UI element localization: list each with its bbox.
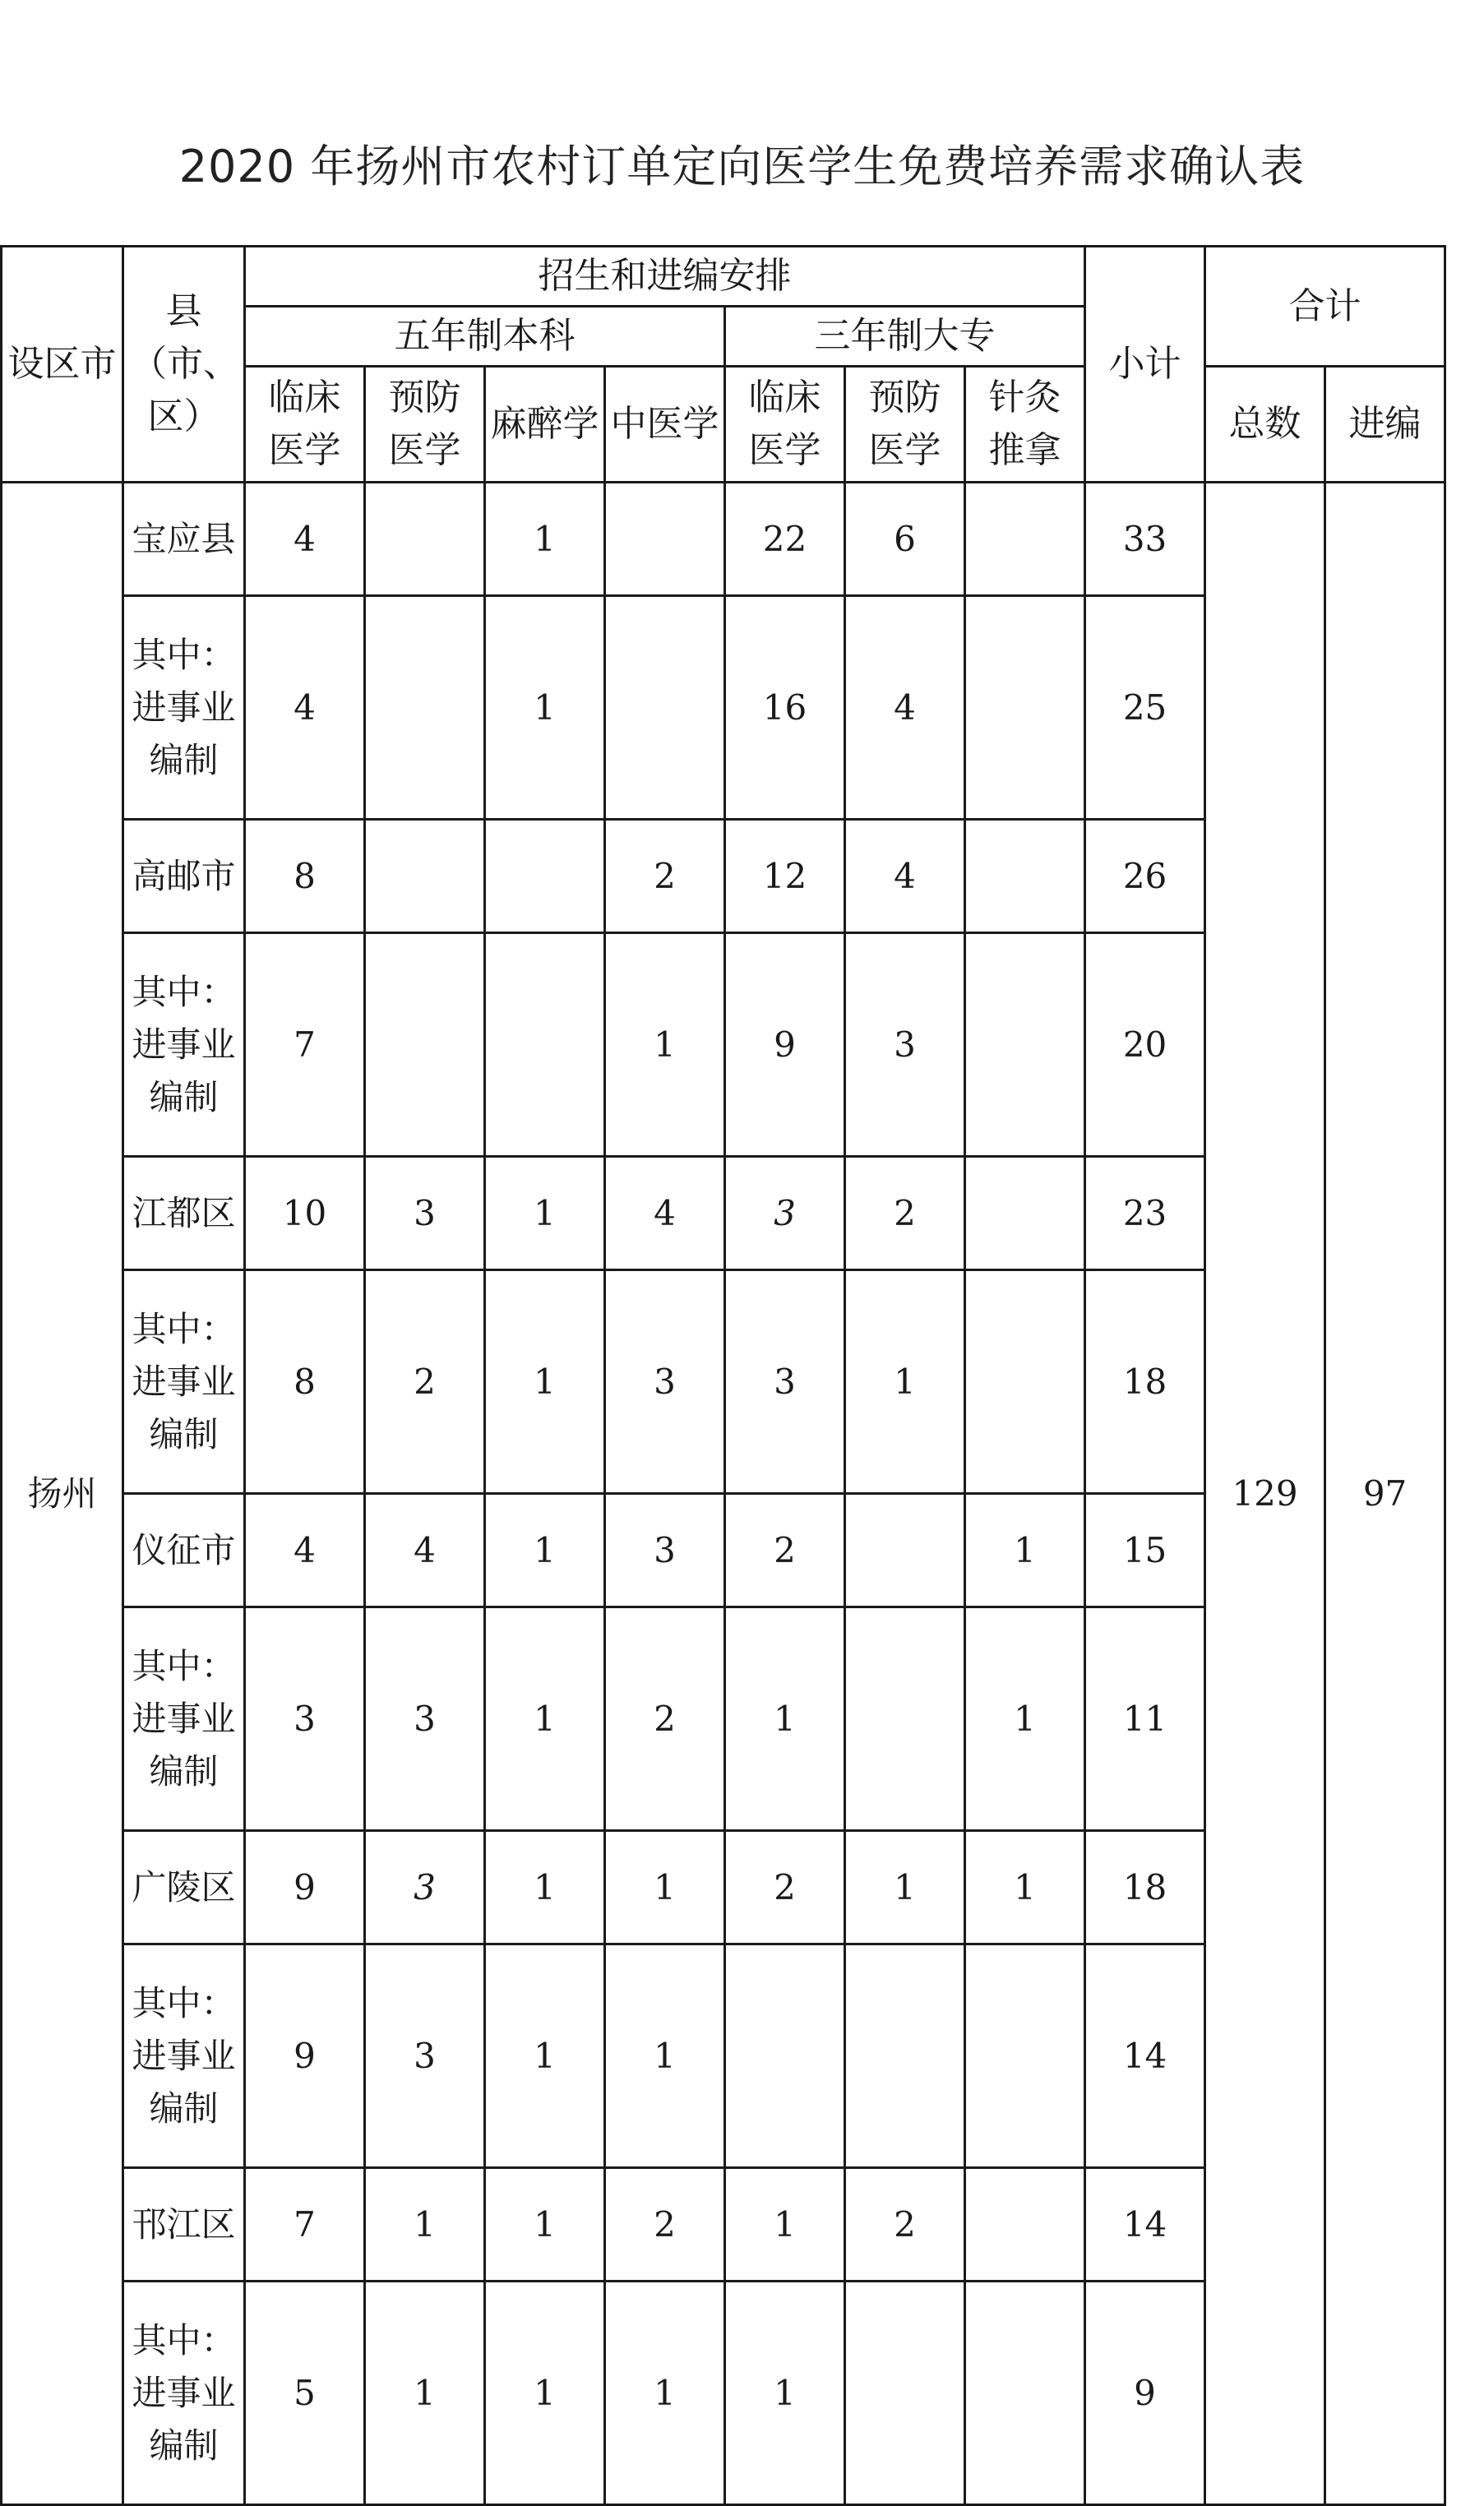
- city-cell: 扬州: [2, 483, 123, 2505]
- header-total-count: 总数: [1205, 367, 1325, 483]
- county-name: 宝应县: [123, 483, 245, 596]
- cell-subtotal: 18: [1085, 1831, 1205, 1944]
- cell-clinical-3: 3: [725, 1270, 845, 1494]
- county-name: 其中：进事业编制: [123, 2282, 245, 2505]
- header-clinical-5: 临床医学: [245, 367, 365, 483]
- cell-preventive-5: 4: [365, 1494, 485, 1607]
- header-arrangement: 招生和进编安排: [245, 247, 1085, 307]
- header-acupuncture: 针灸推拿: [965, 367, 1085, 483]
- county-name: 邗江区: [123, 2168, 245, 2282]
- cell-preventive-5: 1: [365, 2282, 485, 2505]
- header-total: 合计: [1205, 247, 1445, 367]
- cell-anesthesia: [485, 933, 605, 1157]
- cell-subtotal: 18: [1085, 1270, 1205, 1494]
- grand-total: 129: [1205, 483, 1325, 2505]
- grand-staffed: 97: [1325, 483, 1445, 2505]
- cell-clinical-5: 9: [245, 1831, 365, 1944]
- cell-acupuncture: [965, 820, 1085, 933]
- cell-clinical-3: 2: [725, 1494, 845, 1607]
- cell-clinical-5: 3: [245, 1607, 365, 1831]
- cell-tcm: 2: [605, 820, 725, 933]
- demand-table: [0, 245, 1446, 2506]
- cell-clinical-3: 22: [725, 483, 845, 596]
- header-three-year: 三年制大专: [725, 307, 1085, 367]
- cell-anesthesia: 1: [485, 2168, 605, 2282]
- county-name: 其中：进事业编制: [123, 1607, 245, 1831]
- cell-tcm: [605, 483, 725, 596]
- cell-tcm: 1: [605, 1944, 725, 2168]
- cell-tcm: 4: [605, 1157, 725, 1270]
- cell-subtotal: 14: [1085, 2168, 1205, 2282]
- cell-clinical-5: 4: [245, 483, 365, 596]
- cell-clinical-3: 12: [725, 820, 845, 933]
- cell-subtotal: 23: [1085, 1157, 1205, 1270]
- cell-clinical-5: 4: [245, 1494, 365, 1607]
- cell-acupuncture: [965, 2282, 1085, 2505]
- county-name: 其中：进事业编制: [123, 1270, 245, 1494]
- cell-preventive-3: 2: [845, 2168, 965, 2282]
- cell-clinical-5: 8: [245, 820, 365, 933]
- cell-preventive-3: 3: [845, 933, 965, 1157]
- cell-tcm: 1: [605, 2282, 725, 2505]
- cell-preventive-5: 3: [365, 1607, 485, 1831]
- cell-anesthesia: 1: [485, 1607, 605, 1831]
- header-tcm: 中医学: [605, 367, 725, 483]
- cell-clinical-3: 16: [725, 596, 845, 820]
- cell-preventive-3: [845, 1607, 965, 1831]
- cell-preventive-5: 1: [365, 2168, 485, 2282]
- cell-tcm: [605, 596, 725, 820]
- cell-acupuncture: [965, 596, 1085, 820]
- header-total-staffed: 进编: [1325, 367, 1445, 483]
- cell-preventive-5: [365, 933, 485, 1157]
- cell-preventive-3: [845, 1494, 965, 1607]
- cell-clinical-3: 1: [725, 2168, 845, 2282]
- cell-anesthesia: 1: [485, 1270, 605, 1494]
- cell-anesthesia: 1: [485, 1944, 605, 2168]
- cell-preventive-5: 3: [365, 1157, 485, 1270]
- cell-acupuncture: [965, 1157, 1085, 1270]
- header-clinical-3: 临床医学: [725, 367, 845, 483]
- cell-preventive-5: [365, 820, 485, 933]
- cell-clinical-5: 4: [245, 596, 365, 820]
- cell-anesthesia: [485, 820, 605, 933]
- county-name: 高邮市: [123, 820, 245, 933]
- cell-tcm: 3: [605, 1270, 725, 1494]
- cell-preventive-3: 1: [845, 1270, 965, 1494]
- page-title: 2020 年扬州市农村订单定向医学生免费培养需求确认表: [178, 141, 1306, 192]
- cell-preventive-3: 4: [845, 596, 965, 820]
- cell-anesthesia: 1: [485, 1831, 605, 1944]
- cell-acupuncture: [965, 1944, 1085, 2168]
- cell-clinical-5: 9: [245, 1944, 365, 2168]
- cell-acupuncture: [965, 2168, 1085, 2282]
- cell-subtotal: 14: [1085, 1944, 1205, 2168]
- county-name: 广陵区: [123, 1831, 245, 1944]
- header-district-city: 设区市: [2, 247, 123, 483]
- cell-acupuncture: 1: [965, 1831, 1085, 1944]
- cell-tcm: 3: [605, 1494, 725, 1607]
- cell-subtotal: 26: [1085, 820, 1205, 933]
- cell-anesthesia: 1: [485, 1494, 605, 1607]
- cell-preventive-5: 2: [365, 1270, 485, 1494]
- cell-tcm: 1: [605, 933, 725, 1157]
- cell-tcm: 2: [605, 2168, 725, 2282]
- cell-anesthesia: 1: [485, 1157, 605, 1270]
- cell-acupuncture: [965, 483, 1085, 596]
- cell-acupuncture: 1: [965, 1494, 1085, 1607]
- cell-preventive-5: [365, 483, 485, 596]
- cell-clinical-3: 2: [725, 1831, 845, 1944]
- cell-preventive-3: 4: [845, 820, 965, 933]
- cell-clinical-5: 7: [245, 933, 365, 1157]
- cell-acupuncture: [965, 933, 1085, 1157]
- header-preventive-5: 预防医学: [365, 367, 485, 483]
- header-preventive-3: 预防医学: [845, 367, 965, 483]
- cell-clinical-5: 7: [245, 2168, 365, 2282]
- cell-clinical-3: [725, 1944, 845, 2168]
- cell-anesthesia: 1: [485, 483, 605, 596]
- cell-clinical-5: 5: [245, 2282, 365, 2505]
- cell-preventive-5: 3: [365, 1831, 485, 1944]
- cell-preventive-3: 2: [845, 1157, 965, 1270]
- county-name: 其中：进事业编制: [123, 596, 245, 820]
- county-name: 其中：进事业编制: [123, 1944, 245, 2168]
- cell-clinical-3: 3: [725, 1157, 845, 1270]
- cell-clinical-5: 10: [245, 1157, 365, 1270]
- cell-preventive-3: [845, 2282, 965, 2505]
- county-name: 其中：进事业编制: [123, 933, 245, 1157]
- cell-subtotal: 9: [1085, 2282, 1205, 2505]
- cell-acupuncture: 1: [965, 1607, 1085, 1831]
- cell-subtotal: 11: [1085, 1607, 1205, 1831]
- cell-subtotal: 33: [1085, 483, 1205, 596]
- cell-acupuncture: [965, 1270, 1085, 1494]
- cell-preventive-5: 3: [365, 1944, 485, 2168]
- cell-tcm: 2: [605, 1607, 725, 1831]
- cell-tcm: 1: [605, 1831, 725, 1944]
- county-name: 仪征市: [123, 1494, 245, 1607]
- cell-preventive-3: 6: [845, 483, 965, 596]
- cell-anesthesia: 1: [485, 2282, 605, 2505]
- cell-preventive-3: 1: [845, 1831, 965, 1944]
- cell-clinical-5: 8: [245, 1270, 365, 1494]
- cell-preventive-3: [845, 1944, 965, 2168]
- header-anesthesia: 麻醉学: [485, 367, 605, 483]
- county-name: 江都区: [123, 1157, 245, 1270]
- cell-clinical-3: 1: [725, 1607, 845, 1831]
- table-row: [2, 483, 1445, 596]
- cell-anesthesia: 1: [485, 596, 605, 820]
- cell-clinical-3: 9: [725, 933, 845, 1157]
- cell-subtotal: 15: [1085, 1494, 1205, 1607]
- cell-preventive-5: [365, 596, 485, 820]
- header-five-year: 五年制本科: [245, 307, 725, 367]
- cell-subtotal: 20: [1085, 933, 1205, 1157]
- cell-clinical-3: 1: [725, 2282, 845, 2505]
- header-subtotal: 小计: [1085, 247, 1205, 483]
- header-county: 县（市、区）: [123, 247, 245, 483]
- cell-subtotal: 25: [1085, 596, 1205, 820]
